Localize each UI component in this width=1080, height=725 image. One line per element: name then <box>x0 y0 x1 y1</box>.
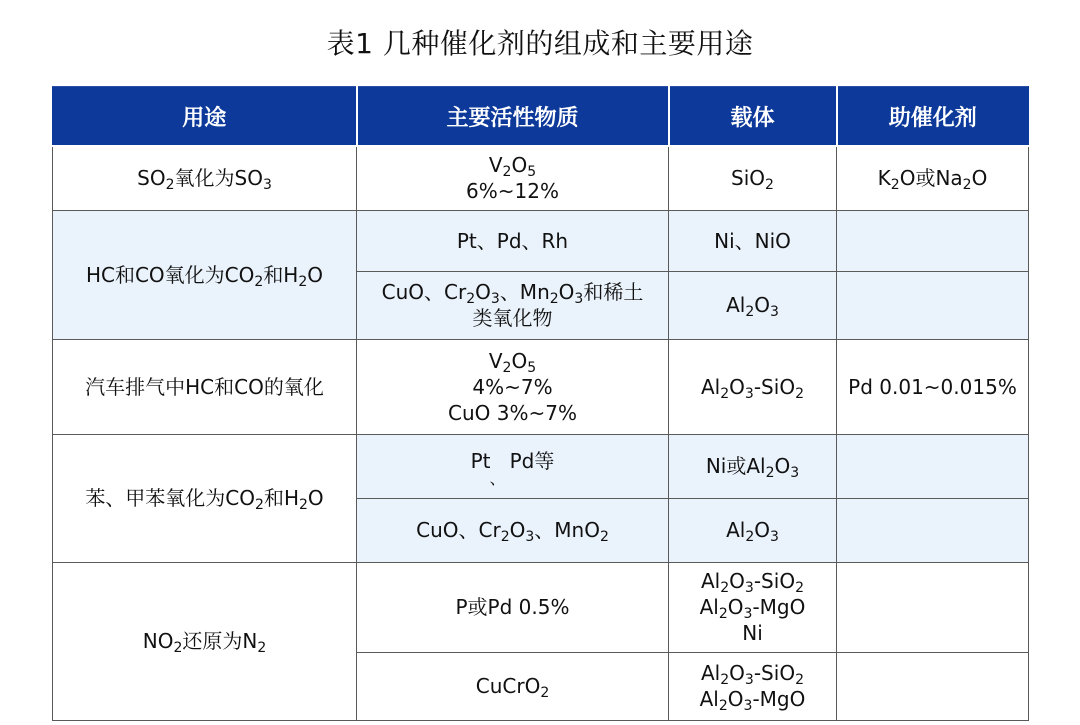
header-support: 载体 <box>669 87 837 147</box>
cell-support: $Al_2O_3-SiO_2$ $Al_2O_3$-MgO <box>669 652 837 720</box>
cell-promoter <box>837 434 1029 498</box>
table-row <box>53 210 1029 271</box>
table-header-row <box>53 87 1029 147</box>
cell-support: Ni、NiO <box>669 210 837 271</box>
cell-active: CuO、$Cr_2O_3$、$Mn_2O_3$和稀土 类氧化物 <box>357 271 669 339</box>
cell-promoter <box>837 562 1029 652</box>
cell-active: $V_2O_5$ 4%~7% CuO 3%~7% <box>357 339 669 434</box>
cell-use: 苯、甲苯氧化为$CO_2$和$H_2O$ <box>53 434 357 562</box>
cell-active: CuO、$Cr_2O_3$、MnO$_2$ <box>357 498 669 562</box>
cell-support: $Al_2O_3$ <box>669 498 837 562</box>
cell-promoter: $K_2O$或$Na_2O$ <box>837 146 1029 210</box>
cell-promoter: Pd 0.01~0.015% <box>837 339 1029 434</box>
cell-support: $Al_2O_3-SiO_2$ <box>669 339 837 434</box>
header-use: 用途 <box>53 87 357 147</box>
cell-support: SiO$_2$ <box>669 146 837 210</box>
cell-support: Ni或$Al_2O_3$ <box>669 434 837 498</box>
cell-promoter <box>837 652 1029 720</box>
table-row <box>53 434 1029 498</box>
cell-promoter <box>837 210 1029 271</box>
header-promoter: 助催化剂 <box>837 87 1029 147</box>
cell-support: $Al_2O_3$ <box>669 271 837 339</box>
cell-support: $Al_2O_3-SiO_2$ $Al_2O_3$-MgO Ni <box>669 562 837 652</box>
cell-use: $SO_2$氧化为$SO_3$ <box>53 146 357 210</box>
table-row <box>53 562 1029 652</box>
cell-active: P或Pd 0.5% <box>357 562 669 652</box>
catalyst-table <box>52 86 1029 721</box>
cell-active: Pt、Pd、Rh <box>357 210 669 271</box>
cell-use: HC和CO氧化为$CO_2$和$H_2O$ <box>53 210 357 339</box>
table-row <box>53 146 1029 210</box>
table-title: 表1 几种催化剂的组成和主要用途 <box>326 27 754 60</box>
cell-promoter <box>837 498 1029 562</box>
cell-use: $NO_2$还原为$N_2$ <box>53 562 357 720</box>
table-row <box>53 339 1029 434</box>
cell-use: 汽车排气中HC和CO的氧化 <box>53 339 357 434</box>
cell-active: $V_2O_5$ 6%~12% <box>357 146 669 210</box>
header-active-substance: 主要活性物质 <box>357 87 669 147</box>
cell-active: Pt Pd等 、 <box>357 434 669 498</box>
cell-promoter <box>837 271 1029 339</box>
cell-active: CuCrO$_2$ <box>357 652 669 720</box>
